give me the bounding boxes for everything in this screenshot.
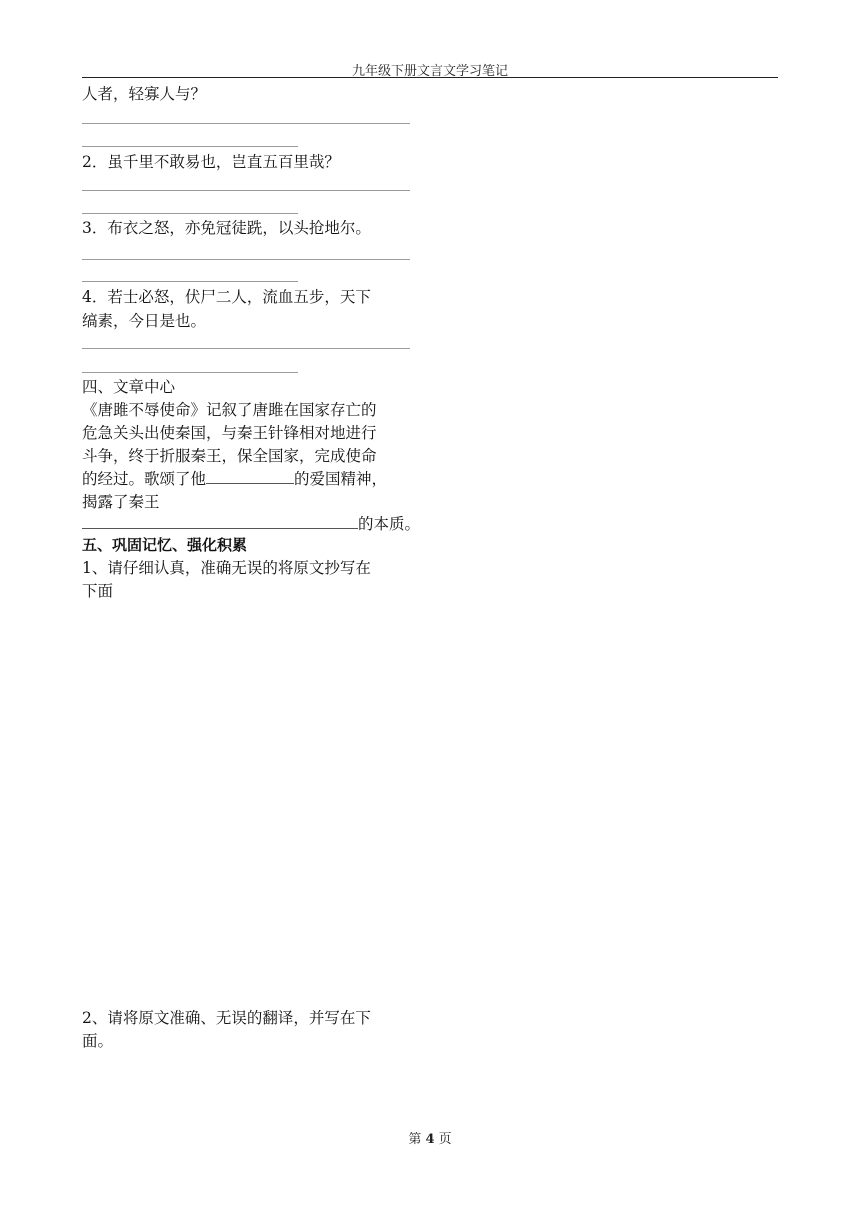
footer-suffix: 页 bbox=[438, 1132, 452, 1147]
section-4-line-6-suffix: 的本质。 bbox=[358, 515, 421, 533]
question-4-line-1: 4．若士必怒，伏尸二人，流血五步，天下 bbox=[82, 288, 371, 306]
section-4-text-line-1: 《唐雎不辱使命》记叙了唐雎在国家存亡的 bbox=[82, 401, 377, 419]
fill-in-blank[interactable] bbox=[206, 469, 294, 484]
question-3: 3．布衣之怒，亦免冠徒跣，以头抢地尔。 bbox=[82, 219, 371, 237]
question-2: 2．虽千里不敢易也，岂直五百里哉？ bbox=[82, 153, 340, 171]
footer-prefix: 第 bbox=[408, 1132, 422, 1147]
answer-line bbox=[82, 348, 410, 349]
page-header-title: 九年级下册文言文学习笔记 bbox=[351, 64, 508, 79]
page-number: 4 bbox=[425, 1132, 435, 1147]
section-4-heading: 四、文章中心 bbox=[82, 378, 176, 396]
section-4-line-4-prefix: 的经过。歌颂了他 bbox=[82, 470, 207, 488]
answer-line bbox=[82, 123, 410, 124]
section-4-text-line-3: 斗争，终于折服秦王，保全国家，完成使命 bbox=[82, 447, 377, 465]
section-5-item-1-line-1: 1、请仔细认真，准确无误的将原文抄写在 bbox=[82, 559, 371, 577]
section-4-text-line-4 bbox=[82, 467, 387, 491]
section-5-item-2-line-1: 2、请将原文准确、无误的翻译，并写在下 bbox=[82, 1009, 371, 1027]
section-5-item-2-line-2: 面。 bbox=[82, 1032, 114, 1050]
section-4-text-line-5: 揭露了秦王 bbox=[82, 493, 160, 511]
section-4-text-line-2: 危急关头出使秦国，与秦王针锋相对地进行 bbox=[82, 424, 377, 442]
section-5-heading: 五、巩固记忆、强化积累 bbox=[82, 536, 248, 554]
page-footer bbox=[0, 1128, 860, 1147]
section-4-line-4-suffix: 的爱国精神， bbox=[294, 470, 388, 488]
header-divider bbox=[82, 77, 778, 78]
answer-line bbox=[82, 281, 298, 282]
fill-in-blank[interactable] bbox=[82, 514, 358, 529]
question-1-tail: 人者，轻寡人与？ bbox=[82, 85, 207, 103]
question-4-line-2: 缟素，今日是也。 bbox=[82, 312, 207, 330]
answer-line bbox=[82, 190, 410, 191]
answer-line bbox=[82, 259, 410, 260]
answer-line bbox=[82, 372, 298, 373]
section-5-item-1-line-2: 下面 bbox=[82, 582, 114, 600]
answer-line bbox=[82, 213, 298, 214]
answer-line bbox=[82, 146, 298, 147]
